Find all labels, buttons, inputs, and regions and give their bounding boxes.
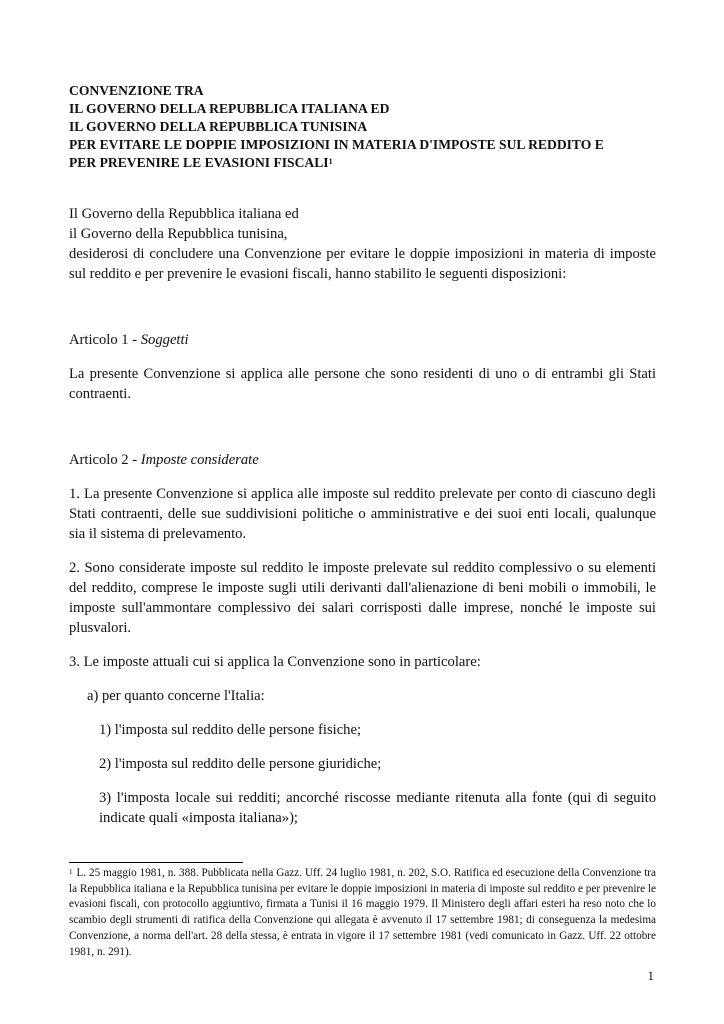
title-line-2: IL GOVERNO DELLA REPUBBLICA ITALIANA ED (69, 101, 390, 116)
article-2 (69, 450, 656, 828)
page-number: 1 (647, 968, 654, 983)
article-2-subject: Imposte considerate (140, 452, 259, 468)
footnote-number: 1 (69, 868, 73, 876)
footnote-text: L. 25 maggio 1981, n. 388. Pubblicata nella Gazz. Uff. 24 luglio 1981, n. 202, S.O. Ratifica ed esecuzione della Convenzione tra la Repubblica italiana e la Repubblica tunisina per evitare le doppie imposizioni in materia di imposte sul reddito e per prevenire le evasioni fiscali, con protocollo aggiuntivo, firmata a Tunisi il 16 maggio 1979. Il Ministero degli affari esteri ha reso noto che lo scambio degli strumenti di ratifica della Convenzione qui allegata è avvenuto il 17 settembre 1981; di conseguenza la medesima Convenzione, a norma dell'art. 28 della stessa, è entrata in vigore il 17 settembre 1981 (vedi comunicato in Gazz. Uff. 22 ottobre 1981, n. 291). (69, 867, 656, 958)
article-2-item-2: 2) l'imposta sul reddito delle persone giuridiche; (99, 756, 382, 772)
preamble-line-3: desiderosi di concludere una Convenzione per evitare le doppie imposizioni in materia di imposte sul reddito e per prevenire le evasioni fiscali, hanno stabilito le seguenti disposizioni: (69, 246, 656, 282)
footnote-divider (69, 862, 243, 863)
title-line-1: CONVENZIONE TRA (69, 83, 204, 98)
article-1-subject: Soggetti (140, 332, 189, 348)
article-2-item-3: 3) l'imposta locale sui redditi; ancorché riscosse mediante ritenuta alla fonte (qui di seguito indicate quali «imposta italiana»); (99, 790, 656, 826)
article-2-item-1: 1) l'imposta sul reddito delle persone fisiche; (99, 722, 362, 738)
article-2-paragraph-3: 3. Le imposte attuali cui si applica la Convenzione sono in particolare: (69, 654, 481, 670)
preamble-line-2: il Governo della Repubblica tunisina, (69, 226, 288, 242)
article-1-heading (69, 330, 656, 350)
title-line-5-text: PER PREVENIRE LE EVASIONI FISCALI (69, 155, 329, 170)
title-line-5 (69, 154, 656, 172)
article-2-label: Articolo 2 - (69, 452, 141, 468)
title-line-4: PER EVITARE LE DOPPIE IMPOSIZIONI IN MATERIA D'IMPOSTE SUL REDDITO E (69, 137, 604, 152)
article-2-paragraph-2: 2. Sono considerate imposte sul reddito le imposte prelevate sul reddito complessivo o su elementi del reddito, comprese le imposte sugli utili derivanti dall'alienazione di beni mobili o immobili, le imposte sull'ammontare complessivo dei salari corrisposti dalle imprese, nonché le imposte sui plusvalori. (69, 560, 656, 636)
article-1-text: La presente Convenzione si applica alle persone che sono residenti di uno o di entrambi gli Stati contraenti. (69, 366, 656, 402)
document-body (69, 82, 656, 828)
preamble-line-1: Il Governo della Repubblica italiana ed (69, 206, 299, 222)
footnote (69, 866, 656, 960)
preamble (69, 204, 656, 284)
article-2-paragraph-1: 1. La presente Convenzione si applica alle imposte sul reddito prelevate per conto di ciascuno degli Stati contraenti, delle sue suddivisioni politiche o amministrative e dei suoi enti locali, qualunque sia il sistema di prelevamento. (69, 486, 656, 542)
title-line-3: IL GOVERNO DELLA REPUBBLICA TUNISINA (69, 119, 368, 134)
article-2-heading (69, 450, 656, 470)
article-1 (69, 330, 656, 404)
document-title (69, 82, 656, 172)
article-2-item-a: a) per quanto concerne l'Italia: (87, 688, 265, 704)
article-1-label: Articolo 1 - (69, 332, 141, 348)
footnote-reference[interactable]: 1 (328, 157, 333, 166)
